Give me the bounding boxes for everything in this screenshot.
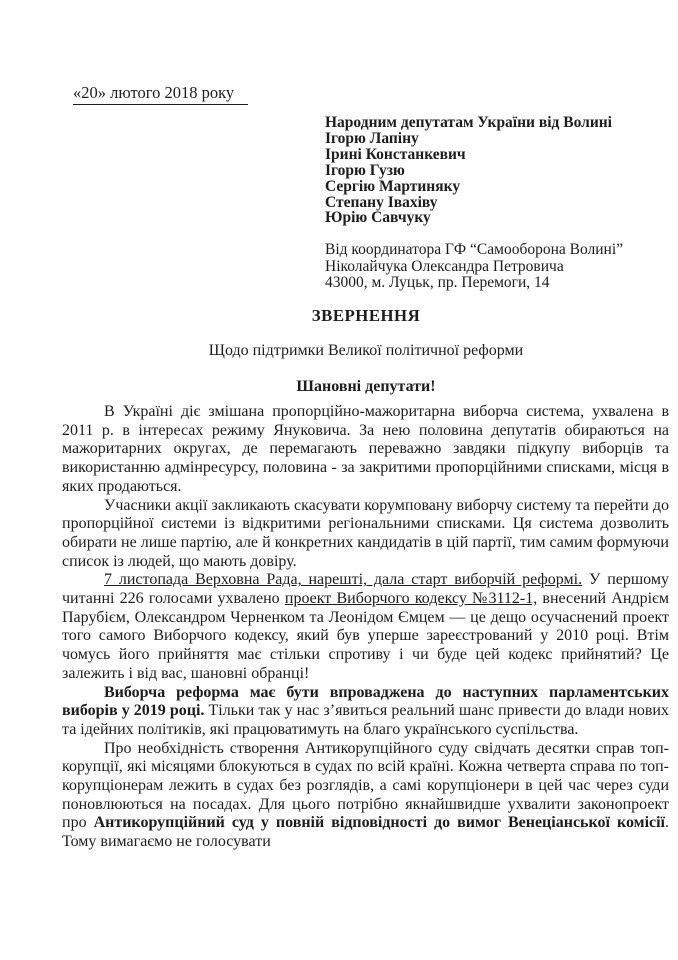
- paragraph-segment: Антикорупційний суд у повній відповідності до вимог Венеціанської комісії: [93, 814, 666, 832]
- recipient-line: Ірині Констанкевич: [325, 145, 466, 163]
- paragraph-segment: . Тому вимагаємо не голосувати: [62, 814, 670, 851]
- recipient-line: Сергію Мартиняку: [325, 177, 461, 195]
- body-paragraph: [62, 571, 669, 683]
- body-paragraph: [62, 684, 669, 740]
- recipient-line: Ігорю Лапіну: [325, 129, 419, 147]
- sender-line: Ніколайчука Олександра Петровича: [325, 257, 564, 275]
- recipient-line: Ігорю Гузю: [325, 161, 405, 179]
- sender-line: Від координатора ГФ “Самооборона Волині”: [325, 241, 624, 258]
- letter-date: [73, 83, 248, 105]
- sender-line: 43000, м. Луцьк, пр. Перемоги, 14: [325, 274, 550, 292]
- document-title: ЗВЕРНЕННЯ: [311, 306, 421, 325]
- sender-block: [325, 242, 623, 292]
- paragraph-segment: Про необхідність створення Антикорупційного суду свідчать десятки справ топ-корупції, які місяцями блокуються в судах по всій країні. Кожна четверта справа по топ-корупціонерам лежить в судах без розглядів, а самі корупціонери в цей час через суди поновлюються на посадах. Для цього потрібно якнайшвидше ухвалити законопроект про: [62, 739, 669, 832]
- recipient-line: Юрію Савчуку: [325, 209, 431, 227]
- paragraph-segment: Учасники акції закликають скасувати корумповану виборчу систему та перейти до пропорційної системи із відкритими регіональними списками. Ця система дозволить обирати не лише партію, але й конкретних кандидатів в цій партії, тим самим формуючи список із людей, що мають довіру.: [62, 496, 669, 570]
- paragraph-segment: Виборча реформа має бути впроваджена до наступних парламентських виборів у 2019 році.: [62, 683, 669, 720]
- paragraph-segment: В Україні діє змішана пропорційно-мажоритарна виборча система, ухвалена в 2011 р. в інтересах режиму Януковича. За нею половина депутатів обираються на мажоритарних округах, де перемагають переважно завдяки підкупу виборців та використанню адмінресурсу, половина - за закритими пропорційними списками, місця в яких продаються.: [62, 403, 669, 495]
- recipient-line: Степану Івахіву: [325, 193, 438, 211]
- recipients-block: [325, 115, 612, 226]
- paragraph-segment: У першому читанні 226 голосами ухвалено: [62, 571, 669, 608]
- salutation: Шановні депутати!: [296, 378, 436, 395]
- letter-body: [62, 403, 669, 852]
- body-paragraph: [62, 740, 669, 852]
- body-paragraph: [62, 403, 669, 497]
- body-paragraph: [62, 497, 669, 572]
- paragraph-segment: 7 листопада Верховна Рада, нарешті, дала старт виборчій реформі.: [104, 571, 583, 589]
- recipient-line: Народним депутатам України від Волині: [325, 114, 612, 131]
- paragraph-segment: Тільки так у нас з’явиться реальний шанс привести до влади нових та ідейних політиків, які працюватимуть на благо українського суспільства.: [62, 702, 669, 738]
- letter-date-text: «20» лютого 2018 року: [73, 83, 248, 105]
- document-subject: Щодо підтримки Великої політичної реформи: [208, 342, 524, 359]
- paragraph-segment: проект Виборчого кодексу №3112-1,: [284, 590, 538, 608]
- paragraph-segment: внесений Андрієм Парубієм, Олександром Черненком та Леонідом Ємцем — це дещо осучаснений проект того самого Виборчого кодексу, який був уперше зареєстрований у 2010 році. Втім чомусь його прийняття має стільки спротиву і чи буде цей кодекс прийнятий? Це залежить і від вас, шановні обранці!: [62, 590, 670, 682]
